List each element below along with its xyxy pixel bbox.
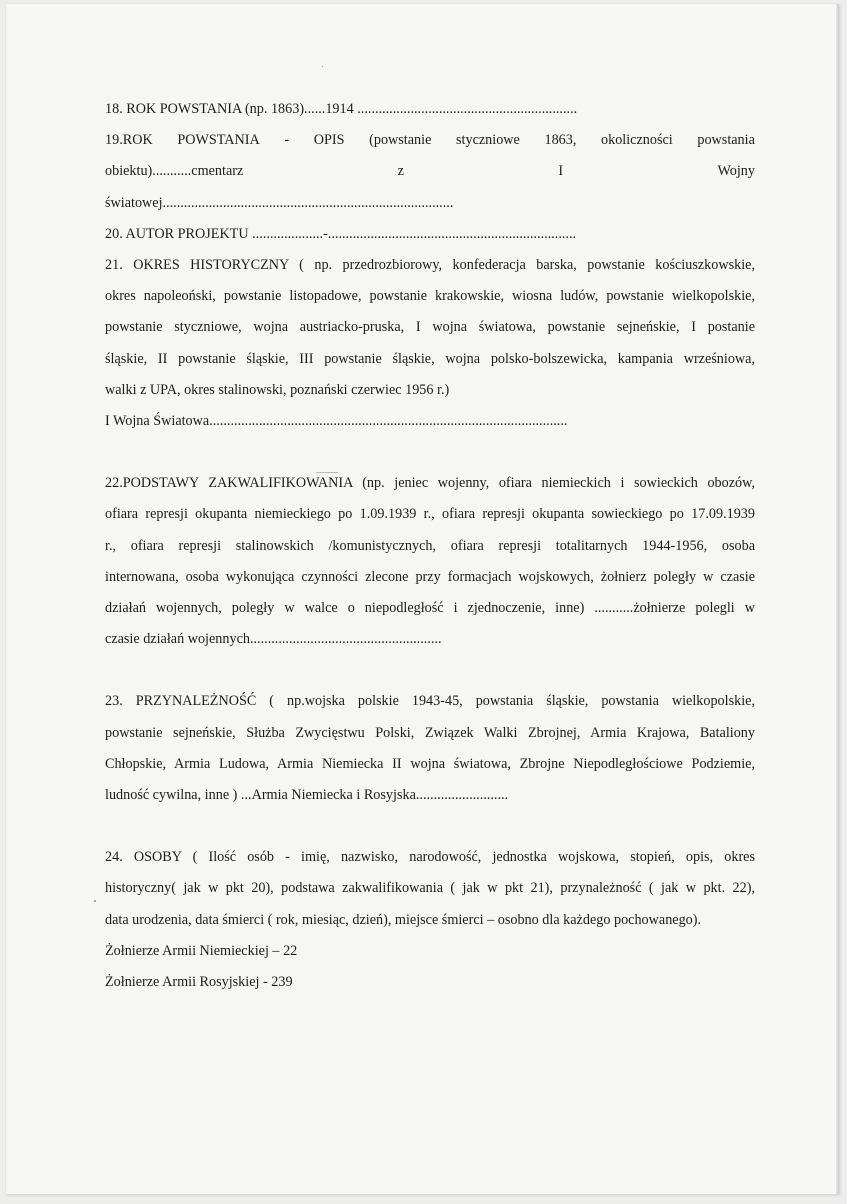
- soldiers-russian-count: Żołnierze Armii Rosyjskiej - 239: [105, 974, 293, 991]
- item-21-line: powstanie styczniowe, wojna austriacko-pruska, I wojna światowa, powstanie sejneńskie, I postanie: [105, 319, 755, 336]
- item-22-line: działań wojennych, poległy w walce o niepodległość i zjednoczenie, inne) ...........żołnierze polegli w: [105, 600, 755, 617]
- page-edge-shadow: [836, 4, 839, 1194]
- item-22-line-last: czasie działań wojennych......................................................: [105, 631, 442, 648]
- item-22-qualification-basis: [105, 468, 755, 655]
- scan-mark: [316, 472, 338, 473]
- item-21-line-last: walki z UPA, okres stalinowski, poznański czerwiec 1956 r.): [105, 381, 450, 398]
- document-page: [6, 4, 839, 1194]
- item-20-project-author: 20. AUTOR PROJEKTU ....................-......................................................................: [105, 225, 577, 242]
- item-23-line: 23. PRZYNALEŻNOŚĆ ( np.wojska polskie 1943-45, powstania śląskie, powstania wielkopolskie,: [105, 693, 755, 710]
- item-21-line: śląskie, II powstanie śląskie, III powstanie śląskie, wojna polsko-bolszewicka, kampania wrześniowa,: [105, 350, 755, 367]
- item-19-line-3: światowej..................................................................................: [105, 194, 454, 211]
- item-22-line: r., ofiara represji stalinowskich /komunistycznych, ofiara represji totalitarnych 1944-1956, osoba: [105, 537, 755, 554]
- item-22-line: ofiara represji okupanta niemieckiego po 1.09.1939 r., ofiara represji okupanta sowieckiego po 17.09.1939: [105, 506, 755, 523]
- item-18-year-established: 18. ROK POWSTANIA (np. 1863)......1914 ..............................................................: [105, 101, 578, 117]
- soldiers-german-count: Żołnierze Armii Niemieckiej – 22: [105, 942, 298, 959]
- item-22-line: internowana, osoba wykonująca czynności zlecone przy formacjach wojskowych, żołnierz poległy w czasie: [105, 568, 755, 585]
- item-24-line-last: data urodzenia, data śmierci ( rok, miesiąc, dzień), miejsce śmierci – osobno dla każdego pochowanego).: [105, 911, 702, 928]
- item-23-line-last: ludność cywilna, inne ) ...Armia Niemiecka i Rosyjska..........................: [105, 787, 509, 804]
- item-21-line: okres napoleoński, powstanie listopadowe, powstanie krakowskie, wiosna ludów, powstanie wielkopolskie,: [105, 288, 755, 305]
- item-24-line: historyczny( jak w pkt 20), podstawa zakwalifikowania ( jak w pkt 21), przynależność ( jak w pkt. 22),: [105, 880, 755, 897]
- item-19-description: [105, 125, 755, 219]
- form-content: [105, 94, 755, 998]
- item-23-line: powstanie sejneńskie, Służba Zwycięstwu Polski, Związek Walki Zbrojnej, Armia Krajowa, Bataliony: [105, 724, 755, 741]
- item-21-line: 21. OKRES HISTORYCZNY ( np. przedrozbiorowy, konfederacja barska, powstanie kościuszkowskie,: [105, 257, 755, 274]
- item-19-line-1: 19.ROK POWSTANIA - OPIS (powstanie styczniowe 1863, okoliczności powstania: [105, 132, 755, 149]
- item-22-line: 22.PODSTAWY ZAKWALIFIKOWANIA (np. jeniec wojenny, ofiara niemieckich i sowieckich obozów,: [105, 475, 755, 492]
- item-21-answer: I Wojna Światowa.....................................................................................................: [105, 413, 568, 430]
- item-19-line-2: obiektu)...........cmentarz z I Wojny: [105, 163, 755, 180]
- item-24-line: 24. OSOBY ( Ilość osób - imię, nazwisko, narodowość, jednostka wojskowa, stopień, opis, okres: [105, 849, 755, 866]
- item-21-historical-period: [105, 250, 755, 437]
- scan-speck: [94, 900, 96, 902]
- item-23-line: Chłopskie, Armia Ludowa, Armia Niemiecka II wojna światowa, Zbrojne Niepodległościowe Podziemie,: [105, 755, 755, 772]
- scan-speck: [322, 66, 323, 67]
- item-23-affiliation: [105, 686, 755, 811]
- item-24-persons: [105, 842, 755, 998]
